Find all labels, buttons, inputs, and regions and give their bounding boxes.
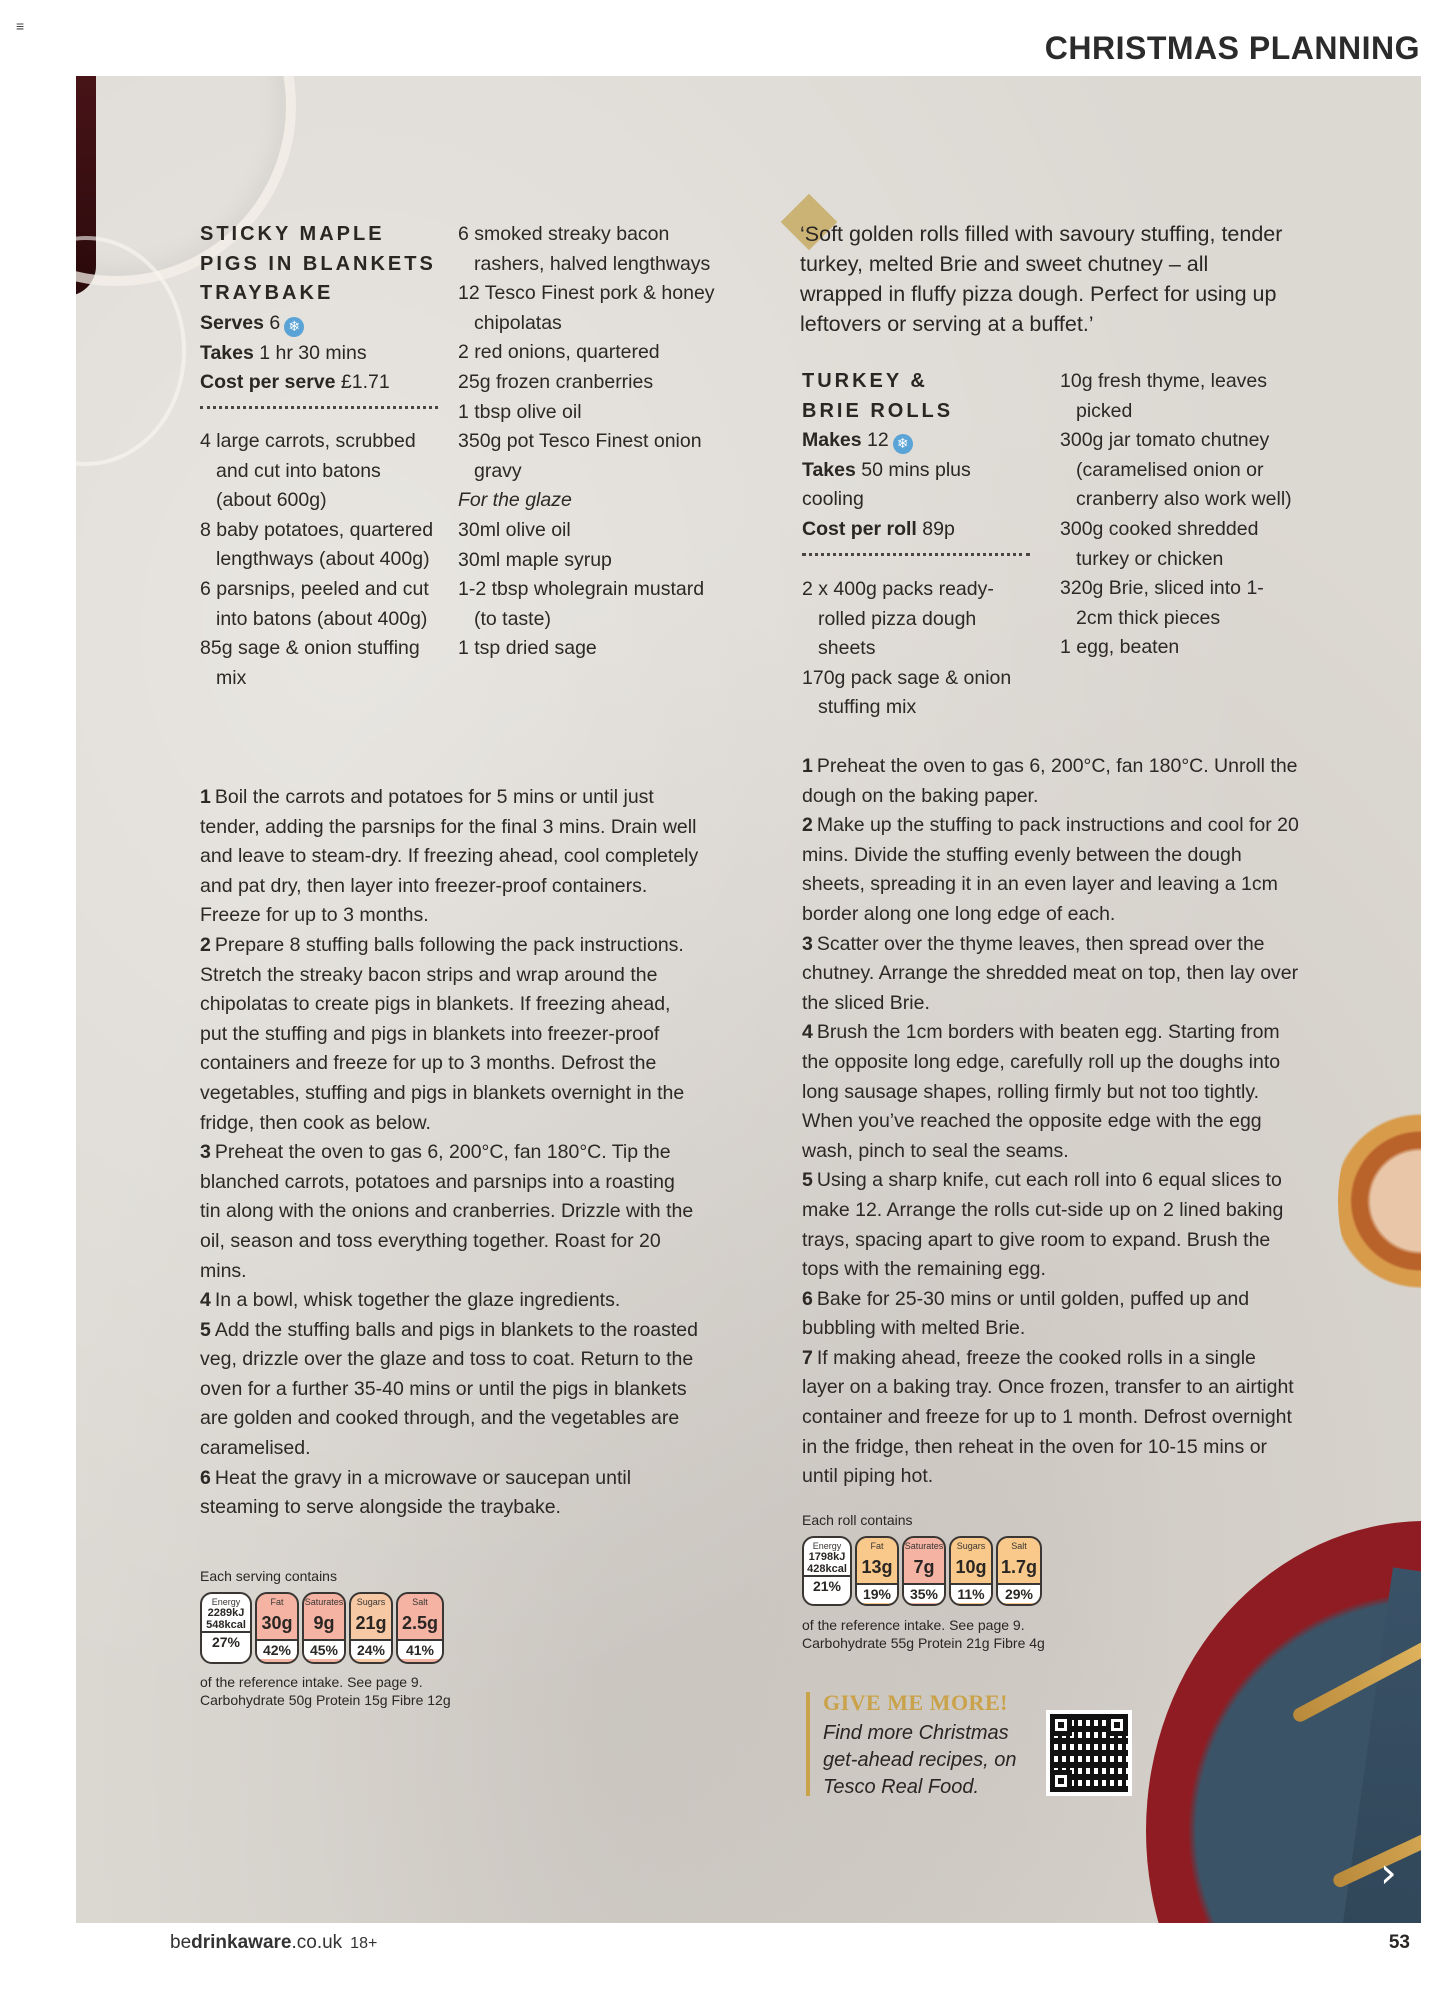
saturates-pct: 35%	[904, 1583, 944, 1603]
promo-text: Find more Christmas get-ahead recipes, on Tesco Real Food.	[823, 1722, 1017, 1798]
ingredient-item: 2 x 400g packs ready-rolled pizza dough sheets	[802, 578, 994, 660]
saturates-value: 9g	[313, 1613, 335, 1633]
step-number: 7	[802, 1346, 813, 1369]
makes-value: 12	[867, 429, 889, 451]
step-number: 2	[200, 933, 211, 956]
method-step	[802, 930, 1302, 1019]
energy-kj: 1798kJ	[808, 1551, 846, 1563]
method-step	[802, 1018, 1302, 1166]
step-text: Preheat the oven to gas 6, 200°C, fan 180°C. Unroll the dough on the baking paper.	[802, 755, 1298, 807]
recipe-quote: ‘Soft golden rolls filled with savoury stuffing, tender turkey, melted Brie and sweet chutney – all wrapped in fluffy pizza dough. Perfect for using up leftovers or serving at a buffet.’	[800, 222, 1283, 336]
method-step	[802, 1285, 1302, 1344]
step-number: 1	[802, 755, 813, 777]
sugars-label: Sugars	[356, 1597, 386, 1607]
step-text: Brush the 1cm borders with beaten egg. Starting from the opposite long edge, carefully roll up the doughs into long sausage shapes, rolling firmly but not too tightly. When you’ve reached the opposite edge with the egg wash, pinch to seal the seams.	[802, 1021, 1281, 1162]
ingredients-list	[1060, 367, 1300, 663]
energy-pct: 21%	[804, 1575, 850, 1595]
step-text: Scatter over the thyme leaves, then spread over the chutney. Arrange the shredded meat on top, then lay over the sliced Brie.	[802, 932, 1299, 1014]
saturates-label: Saturates	[904, 1541, 944, 1551]
ingredient-item: 1 tsp dried sage	[458, 637, 597, 660]
sugars-value: 10g	[955, 1557, 987, 1577]
salt-value: 2.5g	[401, 1613, 439, 1633]
ingredient-item: 30ml maple syrup	[458, 548, 612, 571]
step-number: 1	[200, 786, 211, 808]
drinkaware-logo[interactable]	[170, 1932, 377, 1954]
method-step	[802, 1166, 1302, 1284]
ingredient-item: 10g fresh thyme, leaves picked	[1060, 370, 1268, 422]
method-step	[200, 931, 700, 1138]
ingredient-item: 1-2 tbsp wholegrain mustard (to taste)	[458, 578, 705, 630]
ingredient-item: 300g jar tomato chutney (caramelised onion or cranberry also work well)	[1060, 429, 1292, 511]
step-text: Heat the gravy in a microwave or saucepan until steaming to serve alongside the traybake.	[200, 1466, 632, 1519]
reference-intake-line: of the reference intake. See page 9.	[200, 1674, 423, 1690]
salt-pct: 41%	[398, 1639, 442, 1659]
energy-label: Energy	[211, 1597, 241, 1607]
ingredients-list	[458, 220, 718, 664]
age-badge: 18+	[350, 1935, 378, 1952]
divider	[802, 553, 1030, 556]
ingredient-item: 12 Tesco Finest pork & honey chipolatas	[458, 282, 715, 334]
step-number: 6	[200, 1466, 211, 1489]
nutrition-saturates	[302, 1592, 346, 1664]
ingredient-item: 4 large carrots, scrubbed and cut into batons (about 600g)	[200, 430, 416, 512]
fat-pct: 19%	[857, 1583, 897, 1603]
cost-value: £1.71	[340, 371, 390, 394]
serves-value: 6	[269, 312, 281, 334]
nutrition-label	[802, 1536, 1042, 1606]
nutrition-sugars	[949, 1536, 993, 1606]
saturates-label: Saturates	[304, 1597, 344, 1607]
ingredient-item: 320g Brie, sliced into 1-2cm thick pieces	[1060, 577, 1264, 629]
ingredient-item: 300g cooked shredded turkey or chicken	[1060, 517, 1259, 570]
nutrition-footnote	[802, 1616, 1045, 1652]
method-step	[200, 1138, 700, 1286]
ingredient-item: 6 smoked streaky bacon rashers, halved lengthways	[458, 223, 711, 275]
method-step	[802, 811, 1302, 929]
step-number: 4	[200, 1289, 211, 1312]
ingredient-item: 85g sage & onion stuffing mix	[200, 637, 420, 689]
method-step	[802, 752, 1302, 811]
sugars-value: 21g	[355, 1613, 387, 1633]
nutrition-fat	[255, 1592, 299, 1664]
fat-value: 13g	[861, 1557, 893, 1577]
nutrition-label	[200, 1592, 444, 1664]
step-number: 5	[200, 1318, 211, 1341]
nutrition-caption: Each serving contains	[200, 1568, 337, 1584]
method-step	[200, 1316, 700, 1464]
logo-suffix: .co.uk	[291, 1932, 343, 1953]
menu-icon[interactable]: ≡	[16, 18, 25, 34]
ingredient-item: 1 egg, beaten	[1060, 636, 1180, 659]
ingredient-item: 6 parsnips, peeled and cut into batons (about 400g)	[200, 577, 429, 630]
macro-line: Carbohydrate 55g Protein 21g Fibre 4g	[802, 1635, 1045, 1651]
sugars-pct: 24%	[351, 1639, 391, 1659]
ingredient-item: 1 tbsp olive oil	[458, 400, 582, 423]
page-section-title: CHRISTMAS PLANNING	[1044, 30, 1420, 66]
step-text: Add the stuffing balls and pigs in blankets to the roasted veg, drizzle over the glaze and toss to coat. Return to the oven for a further 35-40 mins or until the pigs in blankets are golden and cooked through, and the vegetables are caramelised.	[200, 1318, 698, 1460]
method-step	[200, 1464, 700, 1523]
ingredient-item: 170g pack sage & onion stuffing mix	[802, 666, 1012, 719]
salt-label: Salt	[412, 1597, 428, 1607]
step-text: Preheat the oven to gas 6, 200°C, fan 180°C. Tip the blanched carrots, potatoes and parsnips into a roasting tin along with the onions and cranberries. Drizzle with the oil, season and toss everything together. Roast for 20 mins.	[200, 1141, 694, 1282]
fat-value: 30g	[261, 1613, 293, 1633]
ingredient-item: 350g pot Tesco Finest onion gravy	[458, 430, 702, 482]
fat-label: Fat	[270, 1597, 284, 1607]
recipe-title-line: TRAYBAKE	[200, 282, 334, 305]
step-text: Boil the carrots and potatoes for 5 mins or until just tender, adding the parsnips for the final 3 mins. Drain well and leave to steam-dry. If freezing ahead, cool completely and pat dry, then layer into freezer-proof containers. Freeze for up to 3 months.	[200, 786, 699, 927]
step-number: 5	[802, 1169, 813, 1192]
logo-prefix: be	[170, 1932, 192, 1953]
takes-value: 1 hr 30 mins	[259, 341, 367, 364]
recipe-meta	[802, 426, 1022, 544]
salt-pct: 29%	[998, 1583, 1040, 1603]
method-step	[200, 783, 700, 931]
saturates-value: 7g	[913, 1557, 935, 1577]
ingredients-list	[200, 427, 440, 693]
ingredient-item: 25g frozen cranberries	[458, 370, 654, 393]
candle-decoration	[1338, 1086, 1421, 1316]
page-number: 53	[1388, 1932, 1410, 1953]
nutrition-energy	[802, 1536, 852, 1606]
fat-label: Fat	[870, 1541, 884, 1551]
logo-bold: drinkaware	[191, 1932, 292, 1953]
recipe-title-line: STICKY MAPLE	[200, 223, 385, 245]
takes-label: Takes	[802, 458, 856, 481]
method	[802, 752, 1302, 1492]
glaze-heading: For the glaze	[458, 489, 572, 512]
cost-label: Cost per serve	[200, 371, 336, 394]
salt-label: Salt	[1011, 1541, 1027, 1551]
chevron-right-icon[interactable]: ›	[1380, 1848, 1397, 1897]
ingredient-item: 8 baby potatoes, quartered lengthways (about 400g)	[200, 518, 434, 571]
method	[200, 783, 700, 1523]
step-number: 4	[802, 1021, 813, 1044]
energy-pct: 27%	[202, 1631, 250, 1651]
freezable-icon: ❄	[893, 434, 913, 454]
step-text: Make up the stuffing to pack instructions and cool for 20 mins. Divide the stuffing evenly between the dough sheets, spreading it in an even layer and leaving a 1cm border along one long edge of each.	[802, 814, 1299, 925]
qr-code-icon[interactable]	[1046, 1710, 1132, 1796]
freezable-icon: ❄	[284, 317, 304, 337]
step-text: Prepare 8 stuffing balls following the pack instructions. Stretch the streaky bacon strips and wrap around the chipolatas to create pigs in blankets. If freezing ahead, put the stuffing and pigs in blankets into freezer-proof containers and freeze for up to 3 months. Defrost the vegetables, stuffing and pigs in blankets overnight in the fridge, then cook as below.	[200, 933, 685, 1134]
serves-label: Serves	[200, 312, 264, 334]
step-number: 6	[802, 1287, 813, 1310]
accent-bar	[806, 1692, 810, 1796]
step-text: Using a sharp knife, cut each roll into 6 equal slices to make 12. Arrange the rolls cut-side up on 2 lined baking trays, spacing apart to give room to expand. Brush the tops with the remaining egg.	[802, 1169, 1284, 1281]
ingredients-list	[802, 575, 1027, 723]
method-step	[802, 1344, 1302, 1492]
promo-title: GIVE ME MORE!	[823, 1690, 1008, 1715]
macro-line: Carbohydrate 50g Protein 15g Fibre 12g	[200, 1692, 451, 1708]
takes-label: Takes	[200, 341, 254, 364]
cost-label: Cost per roll	[802, 517, 917, 540]
recipe-title	[200, 220, 436, 309]
method-step	[200, 1286, 700, 1316]
energy-kcal: 428kcal	[807, 1563, 847, 1575]
nutrition-salt	[396, 1592, 444, 1664]
step-number: 3	[200, 1141, 211, 1164]
makes-label: Makes	[802, 429, 862, 451]
nutrition-footnote	[200, 1673, 451, 1709]
sugars-label: Sugars	[956, 1541, 986, 1551]
recipe-title-line: BRIE ROLLS	[802, 399, 954, 422]
reference-intake-line: of the reference intake. See page 9.	[802, 1617, 1025, 1633]
salt-value: 1.7g	[1000, 1557, 1038, 1577]
step-text: Bake for 25-30 mins or until golden, puffed up and bubbling with melted Brie.	[802, 1287, 1250, 1340]
step-text: If making ahead, freeze the cooked rolls in a single layer on a baking tray. Once frozen, transfer to an airtight container and freeze for up to 1 month. Defrost overnight in the fridge, then reheat in the oven for 10-15 mins or until piping hot.	[802, 1346, 1294, 1488]
recipe-title	[802, 367, 953, 426]
recipe-meta	[200, 309, 390, 398]
energy-label: Energy	[812, 1541, 842, 1551]
sugars-pct: 11%	[951, 1583, 991, 1603]
energy-kcal: 548kcal	[206, 1619, 246, 1631]
ingredient-item: 2 red onions, quartered	[458, 341, 660, 364]
divider	[200, 406, 438, 409]
step-number: 3	[802, 932, 813, 955]
nutrition-energy	[200, 1592, 252, 1664]
recipe-title-line: PIGS IN BLANKETS	[200, 252, 436, 275]
recipe-title-line: TURKEY &	[802, 370, 928, 392]
nutrition-salt	[996, 1536, 1042, 1606]
nutrition-caption: Each roll contains	[802, 1512, 913, 1528]
nutrition-saturates	[902, 1536, 946, 1606]
ingredient-item: 30ml olive oil	[458, 518, 571, 541]
nutrition-fat	[855, 1536, 899, 1606]
step-text: In a bowl, whisk together the glaze ingredients.	[214, 1289, 621, 1312]
cost-value: 89p	[922, 517, 955, 540]
saturates-pct: 45%	[304, 1639, 344, 1659]
nutrition-sugars	[349, 1592, 393, 1664]
takes-value: 50 mins plus cooling	[802, 458, 971, 511]
energy-kj: 2289kJ	[207, 1607, 245, 1619]
step-number: 2	[802, 814, 813, 837]
fat-pct: 42%	[257, 1639, 297, 1659]
